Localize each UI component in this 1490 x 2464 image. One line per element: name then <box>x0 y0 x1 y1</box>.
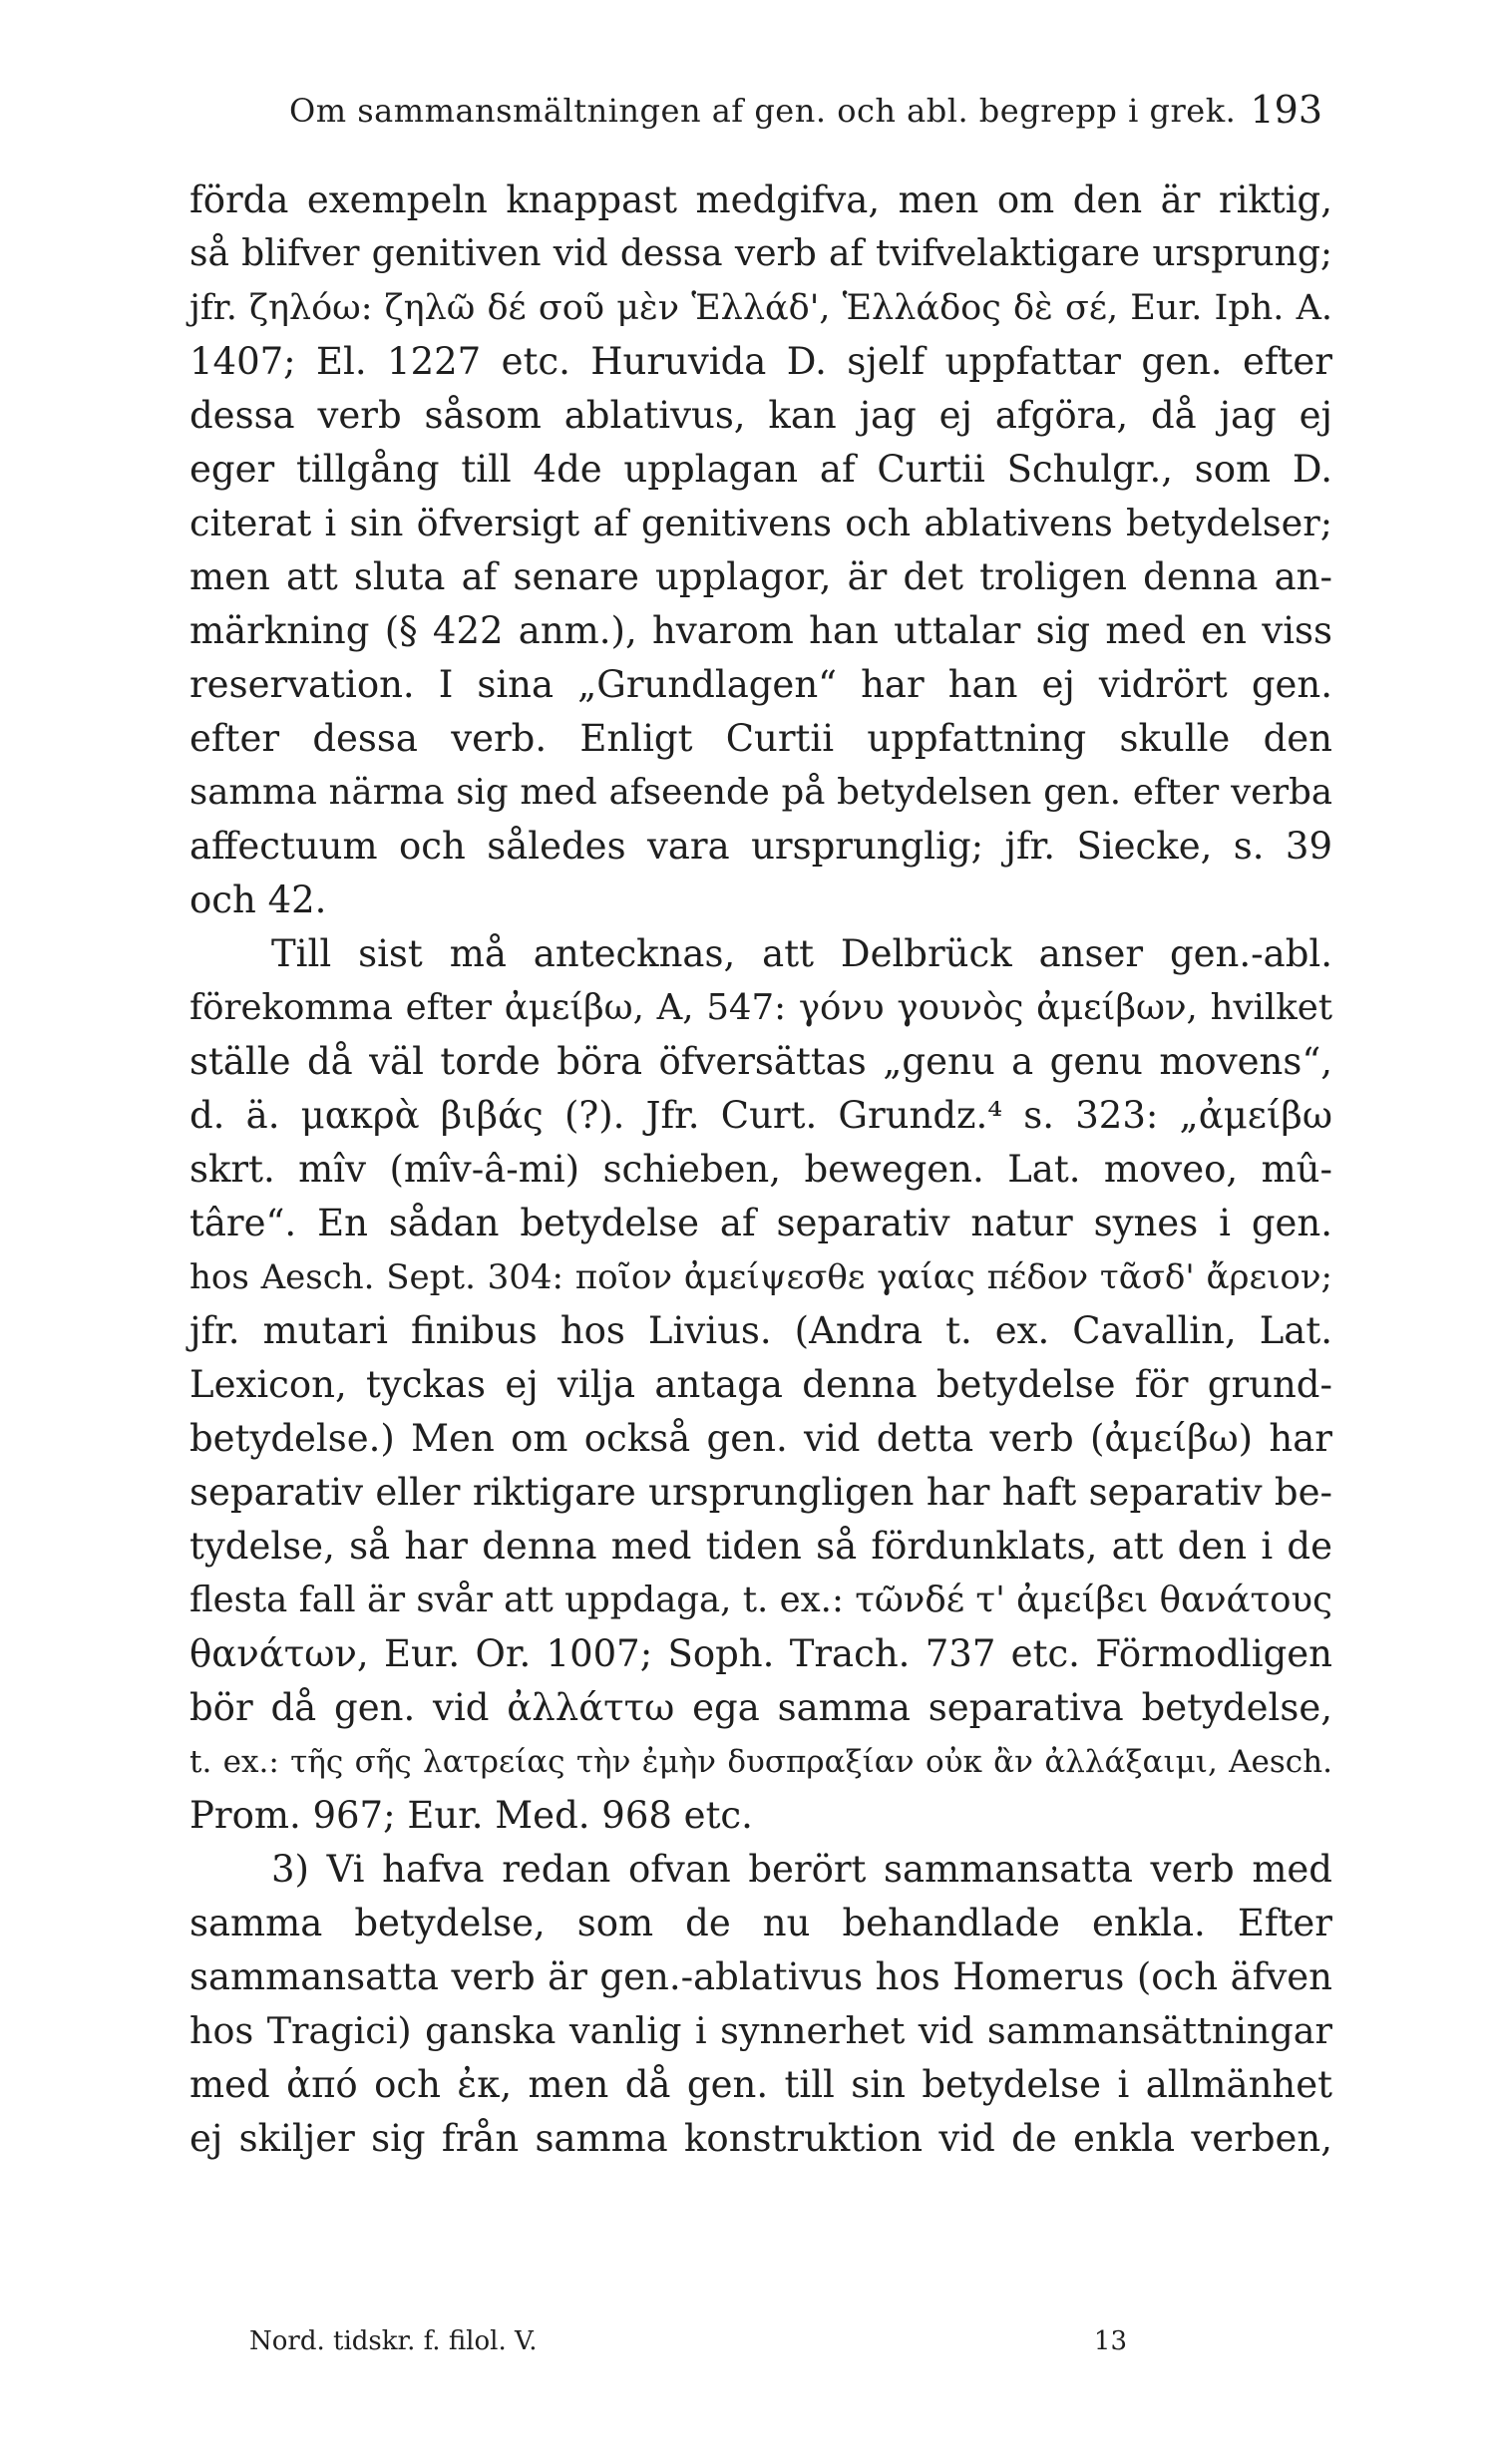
page-header <box>289 88 1322 144</box>
page-number: 193 <box>1250 88 1322 132</box>
text-line: skrt. mîv (mîv-â-mi) schieben, bewegen. Lat. moveo, mû- <box>189 1148 1332 1191</box>
text-line: separativ eller riktigare ursprungligen har haft separativ be- <box>189 1471 1332 1514</box>
text-line: dessa verb såsom ablativus, kan jag ej afgöra, då jag ej <box>189 394 1332 437</box>
text-line: θανάτων, Eur. Or. 1007; Soph. Trach. 737 etc. Förmodligen <box>189 1632 1332 1675</box>
text-line: 3) Vi hafva redan ofvan berört sammansatta verb med <box>271 1848 1332 1891</box>
text-line: förda exempeln knappast medgifva, men om den är riktig, <box>189 178 1332 221</box>
text-line: ej skiljer sig från samma konstruktion vid de enkla verben, <box>189 2117 1332 2160</box>
text-line: Lexicon, tyckas ej vilja antaga denna betydelse för grund- <box>189 1363 1332 1406</box>
text-line: så blifver genitiven vid dessa verb af tvifvelaktigare ursprung; <box>189 233 1332 274</box>
text-line: Prom. 967; Eur. Med. 968 etc. <box>189 1794 753 1837</box>
running-title: Om sammansmältningen af gen. och abl. begrepp i grek. <box>289 92 1237 130</box>
text-line: bör då gen. vid ἀλλάττω ega samma separativa betydelse, <box>189 1686 1332 1729</box>
journal-signature: Nord. tidskr. f. filol. V. <box>249 2326 538 2356</box>
text-line: târe“. En sådan betydelse af separativ natur synes i gen. <box>189 1202 1332 1244</box>
text-line: märkning (§ 422 anm.), hvarom han uttalar sig med en viss <box>189 609 1332 652</box>
text-line: hos Aesch. Sept. 304: ποῖον ἀμείψεσθε γαίας πέδον τᾶσδ' ἄρειον; <box>189 1257 1332 1297</box>
text-line: eger tillgång till 4de upplagan af Curtii Schulgr., som D. <box>189 448 1332 491</box>
text-line: Till sist må antecknas, att Delbrück anser gen.-abl. <box>271 932 1332 975</box>
text-line: efter dessa verb. Enligt Curtii uppfattning skulle den <box>189 717 1332 760</box>
text-line: affectuum och således vara ursprunglig; jfr. Siecke, s. 39 <box>189 825 1332 868</box>
text-line: samma betydelse, som de nu behandlade enkla. Efter <box>189 1902 1332 1944</box>
text-line: och 42. <box>189 879 327 921</box>
text-line: jfr. ζηλόω: ζηλῶ δέ σοῦ μὲν Ἑλλάδ', Ἑλλάδος δὲ σέ, Eur. Iph. A. <box>189 288 1332 328</box>
text-line: hos Tragici) ganska vanlig i synnerhet vid sammansättningar <box>189 2009 1332 2052</box>
text-line: men att sluta af senare upplagor, är det troligen denna an- <box>189 555 1332 598</box>
sheet-signature: 13 <box>1093 2326 1127 2356</box>
text-line: sammansatta verb är gen.-ablativus hos Homerus (och äfven <box>189 1955 1332 1998</box>
text-line: d. ä. μακρὰ βιβάς (?). Jfr. Curt. Grundz.⁴ s. 323: „ἀμείβω <box>189 1094 1332 1137</box>
text-line: flesta fall är svår att uppdaga, t. ex.: τῶνδέ τ' ἀμείβει θανάτους <box>189 1580 1332 1620</box>
text-line: jfr. mutari finibus hos Livius. (Andra t. ex. Cavallin, Lat. <box>189 1309 1332 1352</box>
text-line: ställe då väl torde böra öfversättas „genu a genu movens“, <box>189 1040 1332 1083</box>
text-line: med ἀπό och ἐκ, men då gen. till sin betydelse i allmänhet <box>189 2063 1332 2106</box>
text-line: förekomma efter ἀμείβω, Α, 547: γόνυ γουνὸς ἀμείβων, hvilket <box>189 987 1332 1028</box>
text-line: betydelse.) Men om också gen. vid detta verb (ἀμείβω) har <box>189 1417 1332 1460</box>
text-line: tydelse, så har denna med tiden så fördunklats, att den i de <box>189 1525 1332 1568</box>
text-line: 1407; El. 1227 etc. Huruvida D. sjelf uppfattar gen. efter <box>189 340 1332 383</box>
text-line: samma närma sig med afseende på betydelsen gen. efter verba <box>189 772 1332 813</box>
page-footer <box>249 2326 1127 2366</box>
text-line: reservation. I sina „Grundlagen“ har han ej vidrört gen. <box>189 663 1332 706</box>
text-line: t. ex.: τῆς σῆς λατρείας τὴν ἐμὴν δυσπραξίαν οὐκ ἂν ἀλλάξαιμι, Aesch. <box>189 1744 1332 1780</box>
text-line: citerat i sin öfversigt af genitivens och ablativens betydelser; <box>189 502 1332 544</box>
